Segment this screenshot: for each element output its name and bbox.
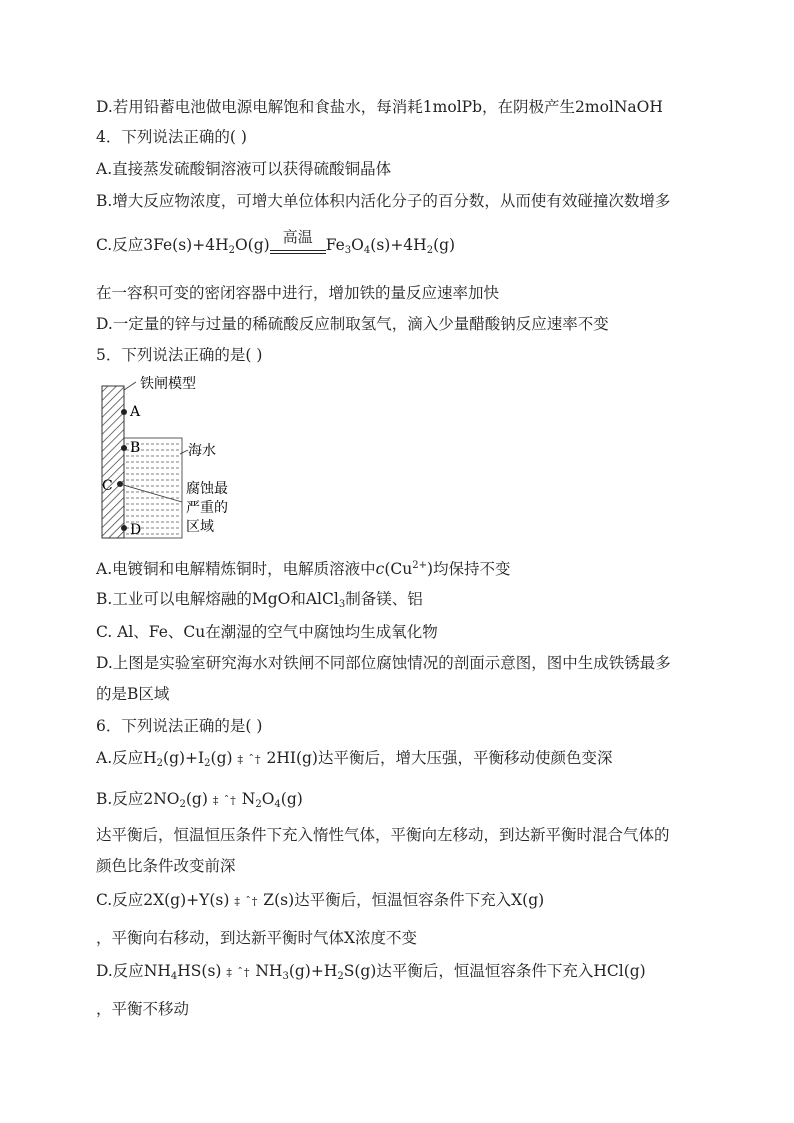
reaction-arrow: 高温 [270, 240, 326, 262]
q4-option-b: B.增大反应物浓度，可增大单位体积内活化分子的百分数，从而使有效碰撞次数增多 [96, 192, 671, 210]
label-note-1: 腐蚀最 [186, 481, 228, 497]
q6-option-c-cont: ，平衡向右移动，到达新平衡时气体X浓度不变 [96, 929, 418, 947]
q6-option-d: D.反应$NH_4HS(s)$ ‡ ˆ† $NH_3(g)+H_2S(g)$达平衡后，恒温恒容条件下充入HCl(g) [96, 962, 646, 982]
q3-option-d: D.若用铅蓄电池做电源电解饱和食盐水，每消耗1molPb，在阴极产生2molNaOH [96, 98, 663, 116]
q6-option-d-cont: ，平衡不移动 [96, 1000, 190, 1018]
q6-option-a: A.反应$H_2(g)+I_2(g)$ ‡ ˆ† 2HI(g)达平衡后，增大压强，平衡移动使颜色变深 [96, 749, 613, 769]
q5-stem: 5．下列说法正确的是( ) [96, 346, 263, 364]
q5-option-b: B.工业可以电解熔融的MgO和AlCl$_3$制备镁、铝 [96, 590, 423, 610]
iron-gate-diagram [96, 372, 266, 544]
label-a: A [130, 404, 141, 420]
label-b: B [130, 440, 141, 456]
label-c: C [102, 478, 113, 494]
label-note-3: 区域 [186, 519, 214, 535]
q5-option-d-2: 的是B区域 [96, 685, 170, 703]
equilibrium-symbol: ‡ ˆ† [234, 895, 259, 908]
label-seawater: 海水 [188, 443, 216, 459]
equilibrium-symbol: ‡ ˆ† [212, 794, 237, 807]
q5-option-d-1: D.上图是实验室研究海水对铁闸不同部位腐蚀情况的剖面示意图，图中生成铁锈最多 [96, 654, 671, 672]
iron-gate [102, 386, 124, 538]
q5-option-c: C. Al、Fe、Cu在潮湿的空气中腐蚀均生成氧化物 [96, 623, 438, 641]
equilibrium-symbol: ‡ ˆ† [237, 753, 262, 766]
q6-stem: 6．下列说法正确的是( ) [96, 717, 263, 735]
q4-option-a: A.直接蒸发硫酸铜溶液可以获得硫酸铜晶体 [96, 160, 392, 178]
figure-title: 铁闸模型 [140, 376, 196, 392]
q6-option-c: C.反应2X(g)+Y(s) ‡ ˆ† Z(s)达平衡后，恒温恒容条件下充入X(g) [96, 891, 545, 909]
q6-option-b-cont-2: 颜色比条件改变前深 [96, 857, 236, 875]
q4-option-c-cont: 在一容积可变的密闭容器中进行，增加铁的量反应速率加快 [96, 284, 500, 302]
q5-option-a: A.电镀铜和电解精炼铜时，电解质溶液中$c(Cu^{2+})$均保持不变 [96, 560, 511, 578]
q6-option-b: B.反应$2NO_2(g)$ ‡ ˆ† $N_2O_4(g)$ [96, 790, 303, 810]
q4-stem: 4．下列说法正确的( ) [96, 128, 247, 146]
label-note-2: 严重的 [186, 500, 228, 516]
q4-option-c-equation: C.反应$3Fe(s)+4H_2O(g)$ 高温 $Fe_3O_4(s)+4H_2(g)$ [96, 234, 455, 262]
label-d: D [130, 522, 142, 538]
q4-option-d: D.一定量的锌与过量的稀硫酸反应制取氢气，滴入少量醋酸钠反应速率不变 [96, 315, 609, 333]
equilibrium-symbol: ‡ ˆ† [226, 966, 251, 979]
q6-option-b-cont-1: 达平衡后，恒温恒压条件下充入惰性气体，平衡向左移动，到达新平衡时混合气体的 [96, 826, 670, 844]
